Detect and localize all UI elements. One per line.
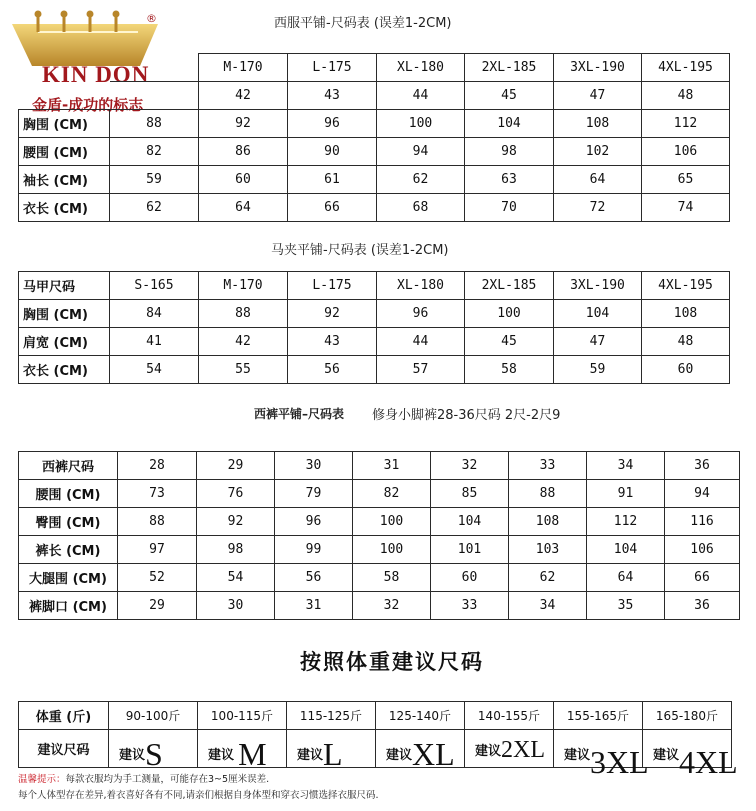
table-row [19,166,730,194]
header-cell: S-165 [110,272,199,300]
cell: 108 [509,508,587,536]
cell: 165-180斤 [643,702,732,730]
cell: 104 [587,536,665,564]
cell: 101 [431,536,509,564]
suggest-word: 建议 [297,748,324,763]
cell: 116 [665,508,740,536]
row-label: 裤长 (CM) [19,536,118,564]
cell [198,730,287,772]
cell: 60 [642,356,730,384]
size-letter: M [238,736,267,772]
row-label: 胸围 (CM) [19,110,110,138]
cell: 98 [465,138,554,166]
cell: 44 [377,82,465,110]
note-line-1 [18,772,379,788]
row-label: 肩宽 (CM) [19,328,110,356]
size-letter: S [145,736,163,772]
cell: 115-125斤 [287,702,376,730]
suggest-word: 建议 [564,748,591,763]
cell: 31 [275,592,353,620]
table-row [19,138,730,166]
header-cell: 31 [353,452,431,480]
header-cell: M-170 [199,54,288,82]
cell: 100 [353,536,431,564]
suit-size-table [18,53,730,222]
row-label: 胸围 (CM) [19,300,110,328]
size-letter: L [323,736,343,772]
vest-size-table [18,271,730,384]
cell: 100 [353,508,431,536]
table-header-row [19,54,730,82]
cell: 96 [288,110,377,138]
cell: 140-155斤 [465,702,554,730]
cell: 106 [642,138,730,166]
cell: 54 [197,564,275,592]
cell: 35 [587,592,665,620]
row-label: 腰围 (CM) [19,480,118,508]
cell: 96 [377,300,465,328]
cell: 106 [665,536,740,564]
size-letter: XL [412,736,455,772]
header-cell-blank [19,54,110,82]
suggest-word: 建议 [386,748,413,763]
cell: 73 [118,480,197,508]
suit-size-title: 西服平铺-尺码表 (误差1-2CM) [274,16,452,31]
header-cell: 32 [431,452,509,480]
suggest-word: 建议 [208,748,235,763]
cell: 32 [353,592,431,620]
cell: 155-165斤 [554,702,643,730]
header-cell: 4XL-195 [642,54,730,82]
cell: 108 [554,110,642,138]
registered-mark: ® [146,12,157,25]
cell: 86 [199,138,288,166]
cell: 62 [509,564,587,592]
cell: 43 [288,82,377,110]
size-notes [18,772,379,804]
cell [110,82,199,110]
cell: 90-100斤 [109,702,198,730]
header-cell: 2XL-185 [465,272,554,300]
cell: 94 [377,138,465,166]
header-cell: XL-180 [377,54,465,82]
pants-size-table [18,451,740,620]
cell: 84 [110,300,199,328]
cell: 36 [665,592,740,620]
table-row [19,480,740,508]
cell: 59 [110,166,199,194]
cell: 47 [554,328,642,356]
cell: 59 [554,356,642,384]
row-label: 衣长 (CM) [19,194,110,222]
cell: 96 [275,508,353,536]
brand-slogan: 金盾-成功的标志 [32,96,144,114]
cell [465,730,554,768]
header-cell: 34 [587,452,665,480]
weight-recommend-title: 按照体重建议尺码 [300,650,484,674]
size-letter: 2XL [501,737,546,763]
table-row [19,536,740,564]
cell: 60 [199,166,288,194]
row-label [19,82,110,110]
header-cell: 2XL-185 [465,54,554,82]
note-text-1: 每款衣服均为手工测量，可能存在3~5厘米误差. [65,774,270,785]
row-label: 裤脚口 (CM) [19,592,118,620]
cell: 41 [110,328,199,356]
table-header-row [19,272,730,300]
cell: 91 [587,480,665,508]
row-label: 臀围 (CM) [19,508,118,536]
table-row [19,702,732,730]
table-row [19,300,730,328]
cell: 44 [377,328,465,356]
cell: 92 [288,300,377,328]
cell: 66 [665,564,740,592]
cell: 94 [665,480,740,508]
suggest-word: 建议 [475,744,502,759]
cell: 64 [587,564,665,592]
cell: 88 [110,110,199,138]
row-label: 体重 (斤) [19,702,109,730]
cell: 97 [118,536,197,564]
cell: 108 [642,300,730,328]
cell: 88 [199,300,288,328]
cell: 82 [353,480,431,508]
cell: 62 [377,166,465,194]
cell: 104 [431,508,509,536]
row-label: 袖长 (CM) [19,166,110,194]
cell: 45 [465,328,554,356]
pants-size-title: 西裤平铺–尺码表 [254,407,345,421]
cell: 92 [199,110,288,138]
cell [554,730,649,780]
cell: 58 [465,356,554,384]
cell: 103 [509,536,587,564]
cell: 82 [110,138,199,166]
table-row [19,194,730,222]
header-cell: 29 [197,452,275,480]
cell: 88 [509,480,587,508]
header-cell: 4XL-195 [642,272,730,300]
header-cell: L-175 [288,272,377,300]
warning-label: 温馨提示： [18,774,66,785]
cell: 64 [554,166,642,194]
table-row [19,730,732,768]
cell: 61 [288,166,377,194]
table-row [19,356,730,384]
cell: 56 [275,564,353,592]
cell: 68 [377,194,465,222]
cell: 29 [118,592,197,620]
header-cell: 36 [665,452,740,480]
table-row [19,508,740,536]
cell: 65 [642,166,730,194]
cell: 99 [275,536,353,564]
cell: 58 [353,564,431,592]
header-cell: 28 [118,452,197,480]
table-header-row [19,452,740,480]
table-row [19,328,730,356]
pants-size-subtitle: 修身小脚裤28-36尺码 2尺-2尺9 [372,408,561,423]
cell: 66 [288,194,377,222]
cell: 70 [465,194,554,222]
row-label: 衣长 (CM) [19,356,110,384]
cell: 92 [197,508,275,536]
cell: 42 [199,82,288,110]
suggest-word: 建议 [119,748,146,763]
row-label: 腰围 (CM) [19,138,110,166]
brand-name: KIN DON [42,62,150,87]
cell: 88 [118,508,197,536]
cell: 57 [377,356,465,384]
cell: 60 [431,564,509,592]
cell: 47 [554,82,642,110]
header-cell-blank [110,54,199,82]
row-label: 建议尺码 [19,730,109,768]
cell: 104 [465,110,554,138]
cell: 100 [377,110,465,138]
header-cell: 3XL-190 [554,272,642,300]
cell: 79 [275,480,353,508]
cell: 104 [554,300,642,328]
cell [376,730,465,772]
cell: 63 [465,166,554,194]
cell: 112 [642,110,730,138]
size-letter: 3XL [590,744,649,780]
cell: 72 [554,194,642,222]
cell: 100-115斤 [198,702,287,730]
table-row [19,110,730,138]
cell: 33 [431,592,509,620]
header-cell: 西裤尺码 [19,452,118,480]
cell: 102 [554,138,642,166]
cell [287,730,376,772]
table-row [19,564,740,592]
cell: 43 [288,328,377,356]
cell: 85 [431,480,509,508]
cell: 52 [118,564,197,592]
cell: 30 [197,592,275,620]
cell: 45 [465,82,554,110]
cell: 62 [110,194,199,222]
header-cell: M-170 [199,272,288,300]
header-cell: 马甲尺码 [19,272,110,300]
cell [109,730,198,772]
cell: 76 [197,480,275,508]
cell: 64 [199,194,288,222]
cell: 90 [288,138,377,166]
cell: 98 [197,536,275,564]
table-row [19,82,730,110]
vest-size-title: 马夹平铺-尺码表 (误差1-2CM) [271,243,449,258]
note-line-2: 每个人体型存在差异,着衣喜好各有不同,请亲们根据自身体型和穿衣习惯选择衣服尺码. [18,790,379,801]
cell: 100 [465,300,554,328]
cell [643,730,738,780]
cell: 34 [509,592,587,620]
cell: 74 [642,194,730,222]
cell: 56 [288,356,377,384]
cell: 42 [199,328,288,356]
header-cell: 30 [275,452,353,480]
header-cell: L-175 [288,54,377,82]
row-label: 大腿围 (CM) [19,564,118,592]
suggest-word: 建议 [653,748,680,763]
cell: 55 [199,356,288,384]
header-cell: XL-180 [377,272,465,300]
cell: 48 [642,82,730,110]
cell: 54 [110,356,199,384]
header-cell: 33 [509,452,587,480]
size-letter: 4XL [679,744,738,780]
cell: 112 [587,508,665,536]
table-row [19,592,740,620]
cell: 48 [642,328,730,356]
cell: 125-140斤 [376,702,465,730]
header-cell: 3XL-190 [554,54,642,82]
